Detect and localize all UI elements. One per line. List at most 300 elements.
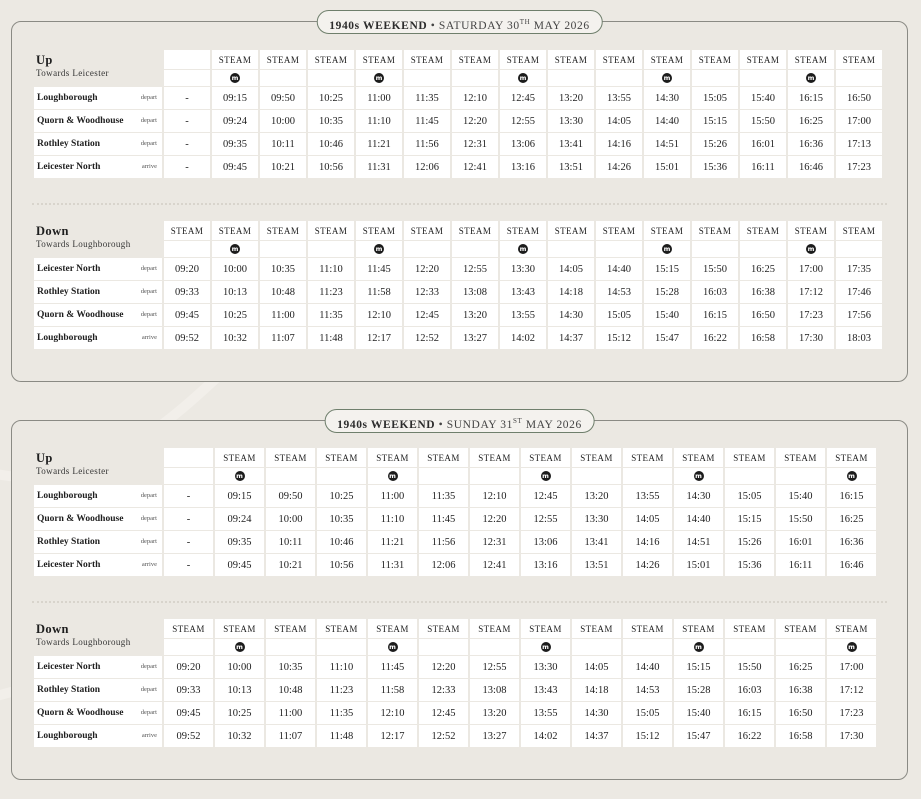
icon-cell bbox=[674, 468, 723, 484]
time-cell: 16:58 bbox=[776, 725, 825, 747]
time-cell: 16:46 bbox=[788, 156, 834, 178]
time-cell: 11:00 bbox=[260, 304, 306, 326]
traction-header-cell: STEAM bbox=[521, 619, 570, 638]
time-cell: 10:21 bbox=[260, 156, 306, 178]
traction-header-cell: STEAM bbox=[521, 448, 570, 467]
time-cell: 13:43 bbox=[500, 281, 546, 303]
icon-cell bbox=[827, 468, 876, 484]
time-cell: 14:40 bbox=[674, 508, 723, 530]
dining-service-icon: m bbox=[231, 74, 239, 83]
time-cell: 17:12 bbox=[827, 679, 876, 701]
station-cell bbox=[34, 133, 162, 155]
time-cell: 17:23 bbox=[827, 702, 876, 724]
icon-cell bbox=[692, 70, 738, 86]
time-cell: 12:55 bbox=[521, 508, 570, 530]
time-cell: 09:45 bbox=[212, 156, 258, 178]
icon-cell bbox=[452, 70, 498, 86]
station-name: Leicester North bbox=[37, 264, 101, 274]
time-cell: 13:06 bbox=[521, 531, 570, 553]
station-name: Quorn & Woodhouse bbox=[37, 514, 124, 524]
time-cell: 12:10 bbox=[470, 485, 519, 507]
time-cell: 12:10 bbox=[368, 702, 417, 724]
time-cell: 17:00 bbox=[788, 258, 834, 280]
traction-header-cell: STEAM bbox=[674, 619, 723, 638]
station-action: arrive bbox=[141, 163, 157, 170]
traction-header-cell: STEAM bbox=[368, 448, 417, 467]
station-row bbox=[34, 133, 882, 155]
time-cell: 13:08 bbox=[470, 679, 519, 701]
time-cell: 11:23 bbox=[317, 679, 366, 701]
time-cell: 14:53 bbox=[623, 679, 672, 701]
direction-label bbox=[34, 221, 162, 257]
month-year: MAY 2026 bbox=[522, 418, 582, 431]
time-cell: 16:11 bbox=[740, 156, 786, 178]
station-action: depart bbox=[140, 686, 157, 693]
time-cell: 14:18 bbox=[548, 281, 594, 303]
traction-header-cell: STEAM bbox=[692, 50, 738, 69]
time-cell: 13:41 bbox=[548, 133, 594, 155]
time-cell: 15:36 bbox=[692, 156, 738, 178]
time-cell: 10:35 bbox=[266, 656, 315, 678]
time-cell: 12:52 bbox=[404, 327, 450, 349]
icon-cell bbox=[308, 70, 354, 86]
time-cell: 12:20 bbox=[404, 258, 450, 280]
time-cell: 18:03 bbox=[836, 327, 882, 349]
time-cell: 09:33 bbox=[164, 281, 210, 303]
time-cell: 13:20 bbox=[572, 485, 621, 507]
time-cell: 12:45 bbox=[500, 87, 546, 109]
time-cell: 10:13 bbox=[212, 281, 258, 303]
time-cell: 12:20 bbox=[419, 656, 468, 678]
time-cell: 11:45 bbox=[356, 258, 402, 280]
time-cell: 16:38 bbox=[776, 679, 825, 701]
time-cell: 16:15 bbox=[788, 87, 834, 109]
saturday-up-table bbox=[32, 49, 884, 179]
station-name: Leicester North bbox=[37, 662, 101, 672]
station-row bbox=[34, 327, 882, 349]
time-cell: 12:41 bbox=[452, 156, 498, 178]
time-cell: 11:58 bbox=[356, 281, 402, 303]
time-cell: 12:31 bbox=[470, 531, 519, 553]
direction-label bbox=[34, 619, 162, 655]
time-cell: 10:48 bbox=[266, 679, 315, 701]
traction-header-cell: STEAM bbox=[836, 50, 882, 69]
direction-title: Down bbox=[36, 224, 69, 238]
time-cell: 14:16 bbox=[623, 531, 672, 553]
time-cell: 16:50 bbox=[740, 304, 786, 326]
traction-header-cell bbox=[164, 50, 210, 69]
time-cell: 11:21 bbox=[356, 133, 402, 155]
traction-header-cell: STEAM bbox=[164, 619, 213, 638]
time-cell: 13:30 bbox=[572, 508, 621, 530]
station-action: depart bbox=[140, 94, 157, 101]
time-cell: 15:15 bbox=[674, 656, 723, 678]
icon-cell bbox=[260, 241, 306, 257]
time-cell: 12:45 bbox=[404, 304, 450, 326]
station-row bbox=[34, 304, 882, 326]
time-cell: - bbox=[164, 87, 210, 109]
traction-header-cell: STEAM bbox=[776, 619, 825, 638]
time-cell: 14:05 bbox=[596, 110, 642, 132]
station-cell bbox=[34, 656, 162, 678]
time-cell: 17:46 bbox=[836, 281, 882, 303]
traction-header-cell: STEAM bbox=[776, 448, 825, 467]
traction-header-cell: STEAM bbox=[740, 50, 786, 69]
time-cell: 12:17 bbox=[356, 327, 402, 349]
icon-cell bbox=[776, 468, 825, 484]
icon-cell bbox=[776, 639, 825, 655]
traction-header-cell: STEAM bbox=[548, 50, 594, 69]
station-name: Loughborough bbox=[37, 333, 98, 343]
time-cell: 15:50 bbox=[740, 110, 786, 132]
time-cell: 15:47 bbox=[674, 725, 723, 747]
station-row bbox=[34, 554, 876, 576]
time-cell: 16:50 bbox=[836, 87, 882, 109]
time-cell: 17:30 bbox=[827, 725, 876, 747]
traction-header-cell: STEAM bbox=[788, 50, 834, 69]
time-cell: 13:20 bbox=[548, 87, 594, 109]
time-cell: 11:10 bbox=[317, 656, 366, 678]
time-cell: - bbox=[164, 156, 210, 178]
time-cell: 12:06 bbox=[404, 156, 450, 178]
time-cell: 16:15 bbox=[692, 304, 738, 326]
icon-cell bbox=[548, 241, 594, 257]
station-cell bbox=[34, 725, 162, 747]
time-cell: 10:56 bbox=[308, 156, 354, 178]
station-name: Quorn & Woodhouse bbox=[37, 708, 124, 718]
saturday-down-table bbox=[32, 220, 884, 350]
time-cell: 15:47 bbox=[644, 327, 690, 349]
station-name: Rothley Station bbox=[37, 287, 101, 297]
time-cell: 16:01 bbox=[740, 133, 786, 155]
time-cell: 10:25 bbox=[308, 87, 354, 109]
station-action: depart bbox=[140, 663, 157, 670]
icon-cell bbox=[452, 241, 498, 257]
time-cell: 16:25 bbox=[788, 110, 834, 132]
time-cell: 14:40 bbox=[623, 656, 672, 678]
station-cell bbox=[34, 485, 162, 507]
time-cell: 12:20 bbox=[452, 110, 498, 132]
station-cell bbox=[34, 258, 162, 280]
time-cell: 15:50 bbox=[692, 258, 738, 280]
icon-cell bbox=[368, 639, 417, 655]
time-cell: 09:15 bbox=[212, 87, 258, 109]
station-row bbox=[34, 281, 882, 303]
service-header-row bbox=[34, 50, 882, 69]
traction-header-cell: STEAM bbox=[317, 448, 366, 467]
time-cell: 11:35 bbox=[317, 702, 366, 724]
icon-cell bbox=[644, 241, 690, 257]
traction-header-cell: STEAM bbox=[452, 221, 498, 240]
icon-cell bbox=[827, 639, 876, 655]
time-cell: - bbox=[164, 554, 213, 576]
station-cell bbox=[34, 281, 162, 303]
time-cell: 17:23 bbox=[836, 156, 882, 178]
station-name: Quorn & Woodhouse bbox=[37, 310, 124, 320]
station-name: Loughborough bbox=[37, 93, 98, 103]
direction-label bbox=[34, 50, 162, 86]
time-cell: 14:30 bbox=[572, 702, 621, 724]
time-cell: 14:53 bbox=[596, 281, 642, 303]
time-cell: 10:13 bbox=[215, 679, 264, 701]
traction-header-cell: STEAM bbox=[470, 448, 519, 467]
time-cell: 10:48 bbox=[260, 281, 306, 303]
time-cell: 17:56 bbox=[836, 304, 882, 326]
time-cell: 15:40 bbox=[776, 485, 825, 507]
time-cell: 16:25 bbox=[740, 258, 786, 280]
time-cell: 12:06 bbox=[419, 554, 468, 576]
dining-service-icon: m bbox=[375, 245, 383, 254]
time-cell: 12:52 bbox=[419, 725, 468, 747]
time-cell: 12:20 bbox=[470, 508, 519, 530]
direction-label bbox=[34, 448, 162, 484]
saturday-timetable-panel bbox=[11, 18, 908, 382]
time-cell: 16:03 bbox=[692, 281, 738, 303]
time-cell: 13:06 bbox=[500, 133, 546, 155]
station-action: depart bbox=[140, 140, 157, 147]
time-cell: 13:20 bbox=[470, 702, 519, 724]
section-divider bbox=[32, 203, 887, 205]
time-cell: 13:55 bbox=[623, 485, 672, 507]
day-label: SUNDAY 31 bbox=[446, 418, 513, 431]
traction-header-cell: STEAM bbox=[623, 619, 672, 638]
station-action: depart bbox=[140, 265, 157, 272]
time-cell: 15:15 bbox=[644, 258, 690, 280]
station-cell bbox=[34, 554, 162, 576]
time-cell: 13:20 bbox=[452, 304, 498, 326]
time-cell: 11:31 bbox=[368, 554, 417, 576]
time-cell: 13:41 bbox=[572, 531, 621, 553]
time-cell: - bbox=[164, 485, 213, 507]
station-row bbox=[34, 679, 876, 701]
dining-service-icon: m bbox=[663, 74, 671, 83]
time-cell: 15:12 bbox=[596, 327, 642, 349]
dining-service-icon: m bbox=[236, 472, 243, 481]
traction-header-cell: STEAM bbox=[500, 221, 546, 240]
time-cell: 13:55 bbox=[596, 87, 642, 109]
station-name: Rothley Station bbox=[37, 685, 101, 695]
direction-subtitle: Towards Leicester bbox=[36, 466, 109, 476]
time-cell: 14:37 bbox=[572, 725, 621, 747]
icon-cell bbox=[419, 639, 468, 655]
traction-header-cell: STEAM bbox=[827, 619, 876, 638]
time-cell: 13:51 bbox=[548, 156, 594, 178]
icon-cell bbox=[215, 468, 264, 484]
time-cell: 14:02 bbox=[500, 327, 546, 349]
sunday-up-table bbox=[32, 447, 878, 577]
traction-header-cell: STEAM bbox=[215, 448, 264, 467]
time-cell: 09:50 bbox=[266, 485, 315, 507]
time-cell: 14:26 bbox=[623, 554, 672, 576]
icon-cell bbox=[260, 70, 306, 86]
time-cell: 15:40 bbox=[644, 304, 690, 326]
time-cell: 17:13 bbox=[836, 133, 882, 155]
time-cell: 09:20 bbox=[164, 656, 213, 678]
station-action: depart bbox=[140, 709, 157, 716]
icon-cell bbox=[725, 639, 774, 655]
time-cell: 14:05 bbox=[623, 508, 672, 530]
station-action: arrive bbox=[141, 732, 157, 739]
time-cell: - bbox=[164, 508, 213, 530]
time-cell: 16:46 bbox=[827, 554, 876, 576]
time-cell: 11:35 bbox=[308, 304, 354, 326]
dining-service-icon: m bbox=[542, 472, 549, 481]
time-cell: 11:35 bbox=[419, 485, 468, 507]
time-cell: 16:38 bbox=[740, 281, 786, 303]
time-cell: 12:33 bbox=[404, 281, 450, 303]
traction-header-cell: STEAM bbox=[419, 619, 468, 638]
traction-header-cell: STEAM bbox=[788, 221, 834, 240]
time-cell: 17:23 bbox=[788, 304, 834, 326]
time-cell: 13:43 bbox=[521, 679, 570, 701]
time-cell: 09:35 bbox=[215, 531, 264, 553]
sunday-date-pill bbox=[324, 409, 595, 433]
time-cell: 17:30 bbox=[788, 327, 834, 349]
day-ordinal: ST bbox=[512, 417, 523, 425]
time-cell: 15:05 bbox=[692, 87, 738, 109]
saturday-date-pill bbox=[316, 10, 603, 34]
time-cell: 11:07 bbox=[260, 327, 306, 349]
time-cell: 10:32 bbox=[212, 327, 258, 349]
time-cell: 15:36 bbox=[725, 554, 774, 576]
traction-header-cell: STEAM bbox=[212, 50, 258, 69]
direction-title: Up bbox=[36, 451, 53, 465]
time-cell: 11:56 bbox=[419, 531, 468, 553]
icon-cell bbox=[740, 70, 786, 86]
time-cell: 11:35 bbox=[404, 87, 450, 109]
station-action: depart bbox=[140, 515, 157, 522]
station-action: arrive bbox=[141, 334, 157, 341]
direction-title: Down bbox=[36, 622, 69, 636]
time-cell: 11:10 bbox=[356, 110, 402, 132]
station-cell bbox=[34, 156, 162, 178]
traction-header-cell: STEAM bbox=[356, 50, 402, 69]
time-cell: 14:40 bbox=[596, 258, 642, 280]
time-cell: 13:51 bbox=[572, 554, 621, 576]
time-cell: 16:15 bbox=[827, 485, 876, 507]
time-cell: 13:30 bbox=[548, 110, 594, 132]
time-cell: 09:45 bbox=[215, 554, 264, 576]
dining-service-icon: m bbox=[389, 643, 396, 652]
icon-cell bbox=[596, 241, 642, 257]
icon-cell bbox=[500, 70, 546, 86]
icon-cell bbox=[470, 468, 519, 484]
time-cell: 13:55 bbox=[500, 304, 546, 326]
station-row bbox=[34, 508, 876, 530]
time-cell: 16:25 bbox=[827, 508, 876, 530]
dining-service-icon: m bbox=[231, 245, 239, 254]
time-cell: 16:50 bbox=[776, 702, 825, 724]
time-cell: 16:58 bbox=[740, 327, 786, 349]
time-cell: 10:32 bbox=[215, 725, 264, 747]
time-cell: 13:55 bbox=[521, 702, 570, 724]
time-cell: 09:50 bbox=[260, 87, 306, 109]
time-cell: 12:17 bbox=[368, 725, 417, 747]
time-cell: 16:25 bbox=[776, 656, 825, 678]
station-cell bbox=[34, 531, 162, 553]
icon-cell bbox=[596, 70, 642, 86]
time-cell: 12:55 bbox=[452, 258, 498, 280]
time-cell: 14:40 bbox=[644, 110, 690, 132]
time-cell: 15:12 bbox=[623, 725, 672, 747]
traction-header-cell: STEAM bbox=[260, 50, 306, 69]
station-cell bbox=[34, 508, 162, 530]
time-cell: 14:30 bbox=[548, 304, 594, 326]
traction-header-cell: STEAM bbox=[692, 221, 738, 240]
time-cell: 09:20 bbox=[164, 258, 210, 280]
icon-cell bbox=[521, 468, 570, 484]
time-cell: 10:35 bbox=[308, 110, 354, 132]
time-cell: 16:36 bbox=[827, 531, 876, 553]
icon-cell bbox=[404, 70, 450, 86]
time-cell: 15:26 bbox=[725, 531, 774, 553]
time-cell: 15:40 bbox=[740, 87, 786, 109]
time-cell: 12:31 bbox=[452, 133, 498, 155]
time-cell: 15:28 bbox=[644, 281, 690, 303]
icon-cell bbox=[623, 639, 672, 655]
time-cell: 13:08 bbox=[452, 281, 498, 303]
time-cell: 14:18 bbox=[572, 679, 621, 701]
time-cell: 09:33 bbox=[164, 679, 213, 701]
service-header-row bbox=[34, 448, 876, 467]
station-name: Quorn & Woodhouse bbox=[37, 116, 124, 126]
time-cell: 17:12 bbox=[788, 281, 834, 303]
dining-service-icon: m bbox=[807, 74, 815, 83]
icon-cell bbox=[788, 241, 834, 257]
station-action: arrive bbox=[141, 561, 157, 568]
icon-cell bbox=[212, 241, 258, 257]
icon-cell bbox=[521, 639, 570, 655]
dining-service-icon: m bbox=[519, 74, 527, 83]
traction-header-cell: STEAM bbox=[215, 619, 264, 638]
time-cell: 09:52 bbox=[164, 327, 210, 349]
time-cell: 10:35 bbox=[260, 258, 306, 280]
service-header-row bbox=[34, 619, 876, 638]
icon-cell bbox=[164, 468, 213, 484]
time-cell: 15:50 bbox=[776, 508, 825, 530]
traction-header-cell: STEAM bbox=[164, 221, 210, 240]
station-row bbox=[34, 258, 882, 280]
traction-header-cell: STEAM bbox=[212, 221, 258, 240]
traction-header-cell: STEAM bbox=[308, 50, 354, 69]
time-cell: 15:26 bbox=[692, 133, 738, 155]
time-cell: 10:11 bbox=[260, 133, 306, 155]
time-cell: 14:51 bbox=[644, 133, 690, 155]
station-row bbox=[34, 725, 876, 747]
traction-header-cell: STEAM bbox=[260, 221, 306, 240]
dining-service-icon: m bbox=[236, 643, 243, 652]
direction-subtitle: Towards Leicester bbox=[36, 68, 109, 78]
event-name: 1940s WEEKEND bbox=[329, 19, 428, 32]
time-cell: 10:00 bbox=[215, 656, 264, 678]
time-cell: 10:00 bbox=[212, 258, 258, 280]
station-action: depart bbox=[140, 492, 157, 499]
time-cell: 16:01 bbox=[776, 531, 825, 553]
icon-cell bbox=[266, 468, 315, 484]
time-cell: 09:24 bbox=[212, 110, 258, 132]
time-cell: 13:27 bbox=[452, 327, 498, 349]
time-cell: 16:36 bbox=[788, 133, 834, 155]
time-cell: 11:10 bbox=[308, 258, 354, 280]
icon-cell bbox=[317, 639, 366, 655]
direction-subtitle: Towards Loughborough bbox=[36, 239, 131, 249]
traction-header-cell: STEAM bbox=[644, 221, 690, 240]
time-cell: 10:00 bbox=[266, 508, 315, 530]
station-cell bbox=[34, 87, 162, 109]
traction-header-cell: STEAM bbox=[725, 619, 774, 638]
bullet-separator: • bbox=[430, 19, 439, 32]
time-cell: 15:50 bbox=[725, 656, 774, 678]
